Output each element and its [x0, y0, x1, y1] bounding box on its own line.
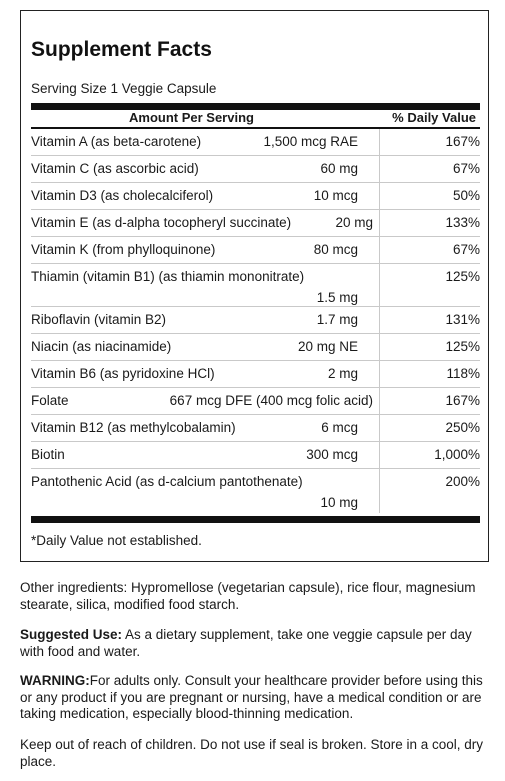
- suggested-use-label: Suggested Use:: [20, 627, 123, 642]
- nutrient-amount: 60 mg: [320, 161, 358, 176]
- nutrient-amount: 80 mcg: [313, 242, 358, 257]
- table-row: [31, 361, 480, 388]
- nutrient-daily-value: 167%: [445, 134, 480, 149]
- nutrient-name: Riboflavin (vitamin B2): [31, 312, 167, 327]
- nutrient-amount: 20 mg: [335, 215, 373, 230]
- nutrient-daily-value: 250%: [445, 420, 480, 435]
- nutrient-daily-value: 167%: [445, 393, 480, 408]
- column-divider: [379, 388, 380, 415]
- nutrient-name: Vitamin C (as ascorbic acid): [31, 161, 199, 176]
- column-divider: [379, 469, 380, 513]
- other-ingredients: Other ingredients: Hypromellose (vegetarian capsule), rice flour, magnesium stearate, silica, modified food starch.: [20, 580, 476, 612]
- table-row: [31, 237, 480, 264]
- nutrient-name: Vitamin E (as d-alpha tocopheryl succinate): [31, 215, 292, 230]
- nutrient-daily-value: 125%: [445, 269, 480, 284]
- nutrient-name: Vitamin B12 (as methylcobalamin): [31, 420, 236, 435]
- nutrient-amount: 1,500 mcg RAE: [263, 134, 358, 149]
- header-divider-bar: [31, 103, 480, 110]
- table-row: [31, 183, 480, 210]
- nutrient-name: Vitamin D3 (as cholecalciferol): [31, 188, 214, 203]
- table-row: [31, 334, 480, 361]
- nutrient-amount: 667 mcg DFE (400 mcg folic acid): [169, 393, 373, 408]
- suggested-use-text: As a dietary supplement, take one veggie capsule per day with food and water.: [20, 627, 472, 659]
- column-divider: [379, 156, 380, 183]
- nutrient-name: Vitamin K (from phylloquinone): [31, 242, 216, 257]
- facts-title: Supplement Facts: [31, 38, 212, 61]
- column-divider: [379, 415, 380, 442]
- nutrient-name: Niacin (as niacinamide): [31, 339, 172, 354]
- column-divider: [379, 442, 380, 469]
- warning-text: For adults only. Consult your healthcare provider before using this or any product if you are pregnant or nursing, have a medical condition or are taking medication, especially blood-thinning medication.: [20, 673, 483, 721]
- nutrient-amount: 10 mcg: [313, 188, 358, 203]
- table-row: [31, 415, 480, 442]
- suggested-use: [20, 627, 490, 660]
- column-divider: [379, 334, 380, 361]
- column-divider: [379, 183, 380, 210]
- nutrient-name: Vitamin B6 (as pyridoxine HCl): [31, 366, 215, 381]
- nutrient-name: Biotin: [31, 447, 65, 462]
- nutrient-amount: 2 mg: [327, 366, 358, 381]
- footer-divider-bar: [31, 516, 480, 523]
- nutrient-daily-value: 118%: [446, 366, 480, 381]
- nutrient-daily-value: 1,000%: [434, 447, 480, 462]
- nutrient-daily-value: 67%: [452, 161, 480, 176]
- nutrient-daily-value: 125%: [445, 339, 480, 354]
- daily-value-footnote: *Daily Value not established.: [31, 533, 202, 548]
- table-row: [31, 210, 480, 237]
- header-daily-value: % Daily Value: [392, 110, 476, 125]
- nutrient-table: [31, 129, 480, 512]
- nutrient-amount: 10 mg: [320, 495, 358, 510]
- nutrient-amount: 1.7 mg: [316, 312, 358, 327]
- column-divider: [379, 307, 380, 334]
- nutrient-name: Vitamin A (as beta-carotene): [31, 134, 202, 149]
- column-divider: [379, 129, 380, 156]
- header-amount-per-serving: Amount Per Serving: [129, 110, 254, 125]
- table-row: [31, 129, 480, 156]
- warning: [20, 673, 490, 723]
- nutrient-amount: 300 mcg: [306, 447, 358, 462]
- nutrient-daily-value: 133%: [445, 215, 480, 230]
- serving-size: Serving Size 1 Veggie Capsule: [31, 81, 217, 96]
- storage-instructions: Keep out of reach of children. Do not use if seal is broken. Store in a cool, dry place.: [20, 737, 484, 769]
- table-row: [31, 442, 480, 469]
- column-divider: [379, 237, 380, 264]
- nutrient-daily-value: 50%: [452, 188, 480, 203]
- nutrient-amount: 6 mcg: [321, 420, 358, 435]
- nutrient-daily-value: 131%: [445, 312, 480, 327]
- column-divider: [379, 264, 380, 307]
- column-divider: [379, 361, 380, 388]
- nutrient-name: Pantothenic Acid (as d-calcium pantothenate): [31, 474, 303, 489]
- table-row: [31, 469, 480, 512]
- table-row: [31, 264, 480, 307]
- nutrient-name: Thiamin (vitamin B1) (as thiamin mononitrate): [31, 269, 305, 284]
- nutrient-amount: 1.5 mg: [316, 290, 358, 305]
- nutrient-daily-value: 200%: [445, 474, 480, 489]
- supplement-facts-panel: [20, 10, 489, 562]
- table-row: [31, 307, 480, 334]
- nutrient-name: Folate: [31, 393, 69, 408]
- table-row: [31, 156, 480, 183]
- nutrient-daily-value: 67%: [452, 242, 480, 257]
- warning-label: WARNING:: [20, 673, 90, 688]
- table-row: [31, 388, 480, 415]
- nutrient-amount: 20 mg NE: [297, 339, 358, 354]
- column-divider: [379, 210, 380, 237]
